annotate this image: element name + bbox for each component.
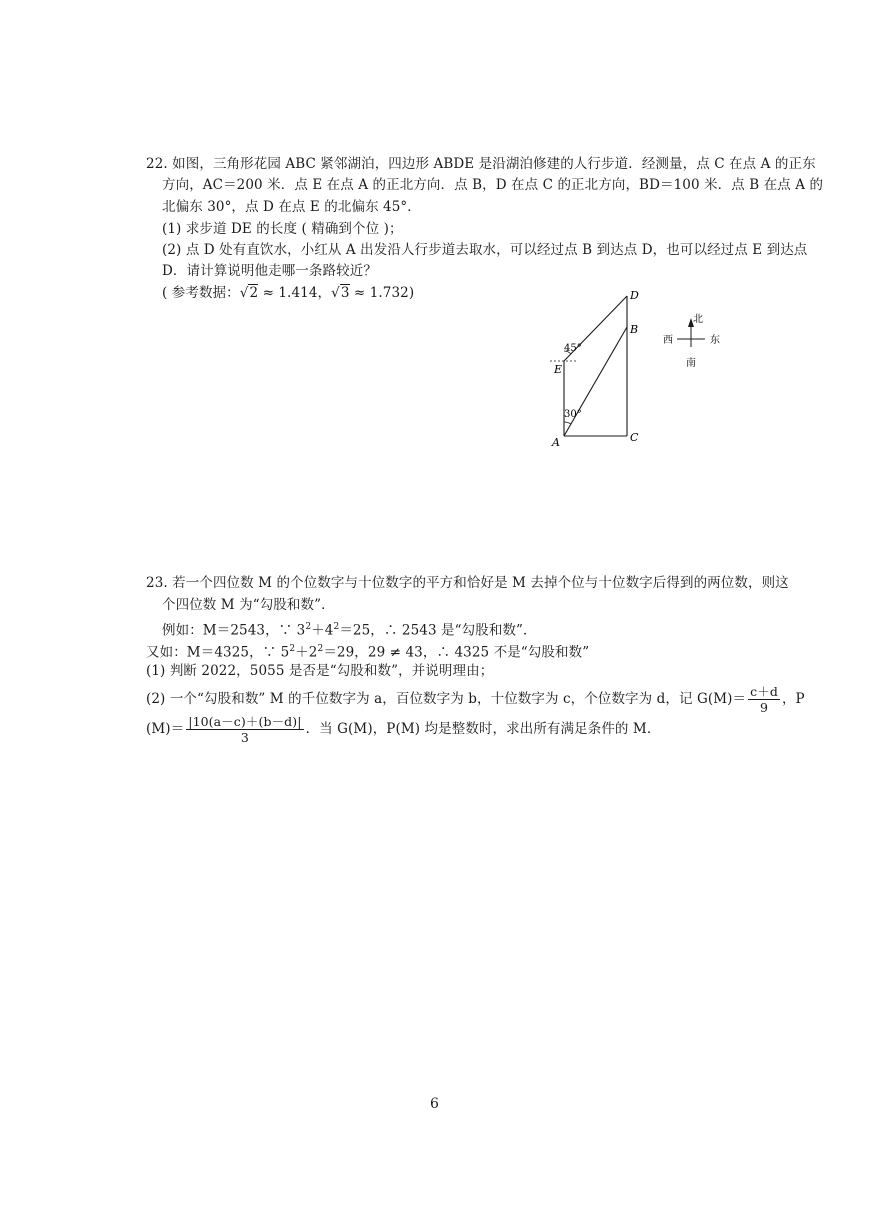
angle-label-30: 30° bbox=[564, 409, 582, 420]
ex1-part-a: 例如：M＝2543，∵ 3 bbox=[162, 622, 306, 639]
q23-line1: 23. 若一个四位数 M 的个位数字与十位数字的平方和恰好是 M 去掉个位与十位数字后得到的两位数，则这 bbox=[146, 575, 789, 591]
sqrt-symbol: √ bbox=[239, 285, 249, 301]
ex2-part-a: 又如：M＝4325，∵ 5 bbox=[146, 644, 290, 661]
ex2-part-c: ＝29，29 ≠ 43，∴ 4325 不是“勾股和数” bbox=[323, 644, 590, 661]
q22-line3: 北偏东 30°，点 D 在点 E 的北偏东 45°． bbox=[162, 199, 421, 215]
angle-arc-30 bbox=[564, 422, 571, 424]
fraction-G bbox=[748, 684, 780, 715]
q23-example2 bbox=[146, 640, 589, 662]
ex2-sup1: 2 bbox=[289, 644, 296, 654]
label-B: B bbox=[630, 323, 639, 336]
ex2-part-b: ＋2 bbox=[295, 644, 318, 661]
ref-sqrt3: 3 bbox=[340, 285, 350, 301]
part2-tail: ，P bbox=[781, 691, 805, 707]
label-C: C bbox=[630, 431, 639, 444]
ref-suffix: ≈ 1.732) bbox=[349, 285, 415, 301]
ref-mid: ≈ 1.414， bbox=[258, 285, 332, 301]
q23-part1: (1) 判断 2022，5055 是否是“勾股和数”，并说明理由； bbox=[146, 663, 494, 679]
ex1-sup1: 2 bbox=[305, 622, 312, 632]
geometry-figure bbox=[540, 285, 740, 455]
compass-west: 西 bbox=[663, 335, 673, 346]
compass-east: 东 bbox=[710, 335, 720, 346]
page-number: 6 bbox=[430, 1096, 439, 1112]
angle-label-45: 45° bbox=[564, 343, 582, 354]
sqrt-symbol: √ bbox=[331, 285, 340, 301]
compass-south: 南 bbox=[686, 358, 696, 369]
ex1-part-c: ＝25，∴ 2543 是“勾股和数”． bbox=[339, 622, 537, 639]
q22-part2-line1: (2) 点 D 处有直饮水，小红从 A 出发沿人行步道去取水，可以经过点 B 到达点 D，也可以经过点 E 到达点 bbox=[162, 242, 808, 258]
ref-sqrt2: 2 bbox=[249, 285, 259, 301]
compass-north: 北 bbox=[693, 314, 703, 325]
ref-prefix: ( 参考数据： bbox=[162, 285, 240, 301]
q22-line1: 22. 如图，三角形花园 ABC 紧邻湖泊，四边形 ABDE 是沿湖泊修建的人行步道．经测量，点 C 在点 A 的正东 bbox=[146, 156, 816, 172]
fraction-P-numerator: |10(a－c)＋(b－d)| bbox=[188, 714, 302, 729]
ex1-sup2: 2 bbox=[333, 622, 340, 632]
q23-part2-line2 bbox=[146, 714, 660, 745]
fraction-G-numerator: c＋d bbox=[750, 684, 778, 699]
q22-part2-line2: D．请计算说明他走哪一条路较近？ bbox=[162, 263, 377, 279]
q23-line2: 个四位数 M 为“勾股和数”． bbox=[162, 597, 335, 613]
p-suffix: ．当 G(M)，P(M) 均是整数时，求出所有满足条件的 M． bbox=[305, 721, 661, 737]
p-prefix: (M)＝ bbox=[146, 721, 185, 737]
label-A: A bbox=[552, 436, 560, 449]
ex1-part-b: ＋4 bbox=[311, 622, 334, 639]
fraction-P bbox=[186, 714, 303, 745]
q22-reference-data bbox=[162, 284, 414, 302]
q22-line2: 方向，AC＝200 米．点 E 在点 A 的正北方向．点 B，D 在点 C 的正北方向，BD＝100 米．点 B 在点 A 的 bbox=[162, 177, 824, 193]
q22-part1: (1) 求步道 DE 的长度 ( 精确到个位 )； bbox=[162, 221, 403, 237]
fraction-G-denominator: 9 bbox=[760, 700, 769, 715]
q23-part2-line1 bbox=[146, 684, 805, 715]
ex2-sup2: 2 bbox=[317, 644, 324, 654]
part2-text: (2) 一个“勾股和数” M 的千位数字为 a，百位数字为 b，十位数字为 c，个位数字为 d，记 G(M)＝ bbox=[146, 691, 747, 707]
label-D: D bbox=[630, 289, 639, 302]
q23-example1 bbox=[162, 618, 537, 640]
label-E: E bbox=[554, 363, 563, 376]
fraction-P-denominator: 3 bbox=[240, 730, 249, 745]
